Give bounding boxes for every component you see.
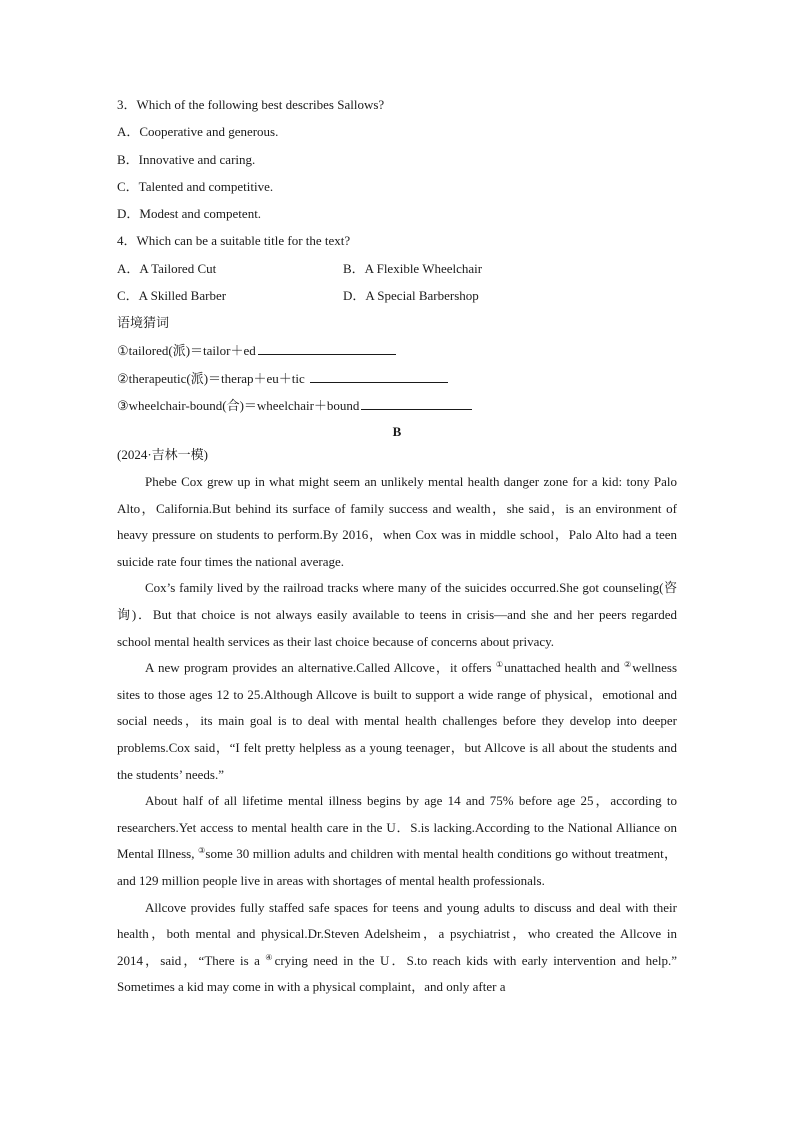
footnote-marker: ④ <box>265 952 275 962</box>
vocab-item-3 <box>117 397 472 414</box>
question-4-option-d: D．A Special Barbershop <box>343 288 479 303</box>
footnote-marker: ③ <box>197 846 206 856</box>
paragraph-2: Cox’s family lived by the railroad tracks where many of the suicides occurred.She got counseling(咨询)．But that choice is not always easily available to teens in crisis—and she and her peers regarded school mental health services as their last choice because of concerns about privacy. <box>117 580 677 649</box>
paragraph-3: A new program provides an alternative.Called Allcove，it offers ①unattached health and ②wellness sites to those ages 12 to 25.Although Allcove is built to support a wide range of physical，emotional and social needs，its main goal is to deal with mental health challenges before they develop into deeper problems.Cox said，“I felt pretty helpless as a young teenager，but Allcove is all about the students and the students’ needs.” <box>117 660 678 782</box>
answer-blank[interactable] <box>310 370 448 383</box>
answer-blank[interactable] <box>258 342 396 355</box>
footnote-marker: ② <box>623 660 633 670</box>
vocab-item-1-text: ①tailored(派)＝tailor＋ed <box>117 343 256 358</box>
question-4-option-c: C．A Skilled Barber <box>117 288 227 303</box>
section-label: B <box>392 424 402 439</box>
passage <box>117 469 677 1001</box>
question-3-stem: 3．Which of the following best describes Sallows? <box>117 97 385 112</box>
paragraph-4: About half of all lifetime mental illness begins by age 14 and 75% before age 25，according to researchers.Yet access to mental health care in the U．S.is lacking.According to the National Alliance on Mental Illness, ③some 30 million adults and children with mental health conditions go without treatment，and 129 million people live in areas with shortages of mental health professionals. <box>117 793 678 888</box>
question-3-option-b: B．Innovative and caring. <box>117 152 256 167</box>
answer-blank[interactable] <box>361 397 472 410</box>
vocab-item-2-text: ②therapeutic(派)＝therap＋eu＋tic <box>117 371 309 386</box>
paragraph-5: Allcove provides fully staffed safe spaces for teens and young adults to discuss and deal with their health，both mental and physical.Dr.Steven Adelsheim，a psychiatrist，who created the Allcove in 2014，said，“There is a ④crying need in the U．S.to reach kids with early intervention and help.” Sometimes a kid may come in with a physical complaint，and only after a <box>117 899 677 995</box>
vocab-item-3-text: ③wheelchair-bound(合)＝wheelchair＋bound <box>117 398 360 413</box>
vocab-item-1 <box>117 342 396 359</box>
question-3-option-d: D．Modest and competent. <box>117 206 262 221</box>
footnote-marker: ① <box>495 660 505 670</box>
source-note: (2024·吉林一模) <box>117 447 208 462</box>
question-4-stem: 4．Which can be a suitable title for the text? <box>117 233 351 248</box>
vocab-item-2 <box>117 370 448 387</box>
question-4-option-b: B．A Flexible Wheelchair <box>343 261 483 276</box>
question-3-option-c: C．Talented and competitive. <box>117 179 274 194</box>
question-3-option-a: A．Cooperative and generous. <box>117 124 279 139</box>
vocab-heading: 语境猜词 <box>117 315 170 330</box>
question-4-option-a: A．A Tailored Cut <box>117 261 217 276</box>
paragraph-1: Phebe Cox grew up in what might seem an unlikely mental health danger zone for a kid: tony Palo Alto，California.But behind its surface of family success and wealth，she said，is an environment of heavy pressure on students to perform.By 2016，when Cox was in middle school，Palo Alto had a teen suicide rate four times the national average. <box>117 474 677 569</box>
